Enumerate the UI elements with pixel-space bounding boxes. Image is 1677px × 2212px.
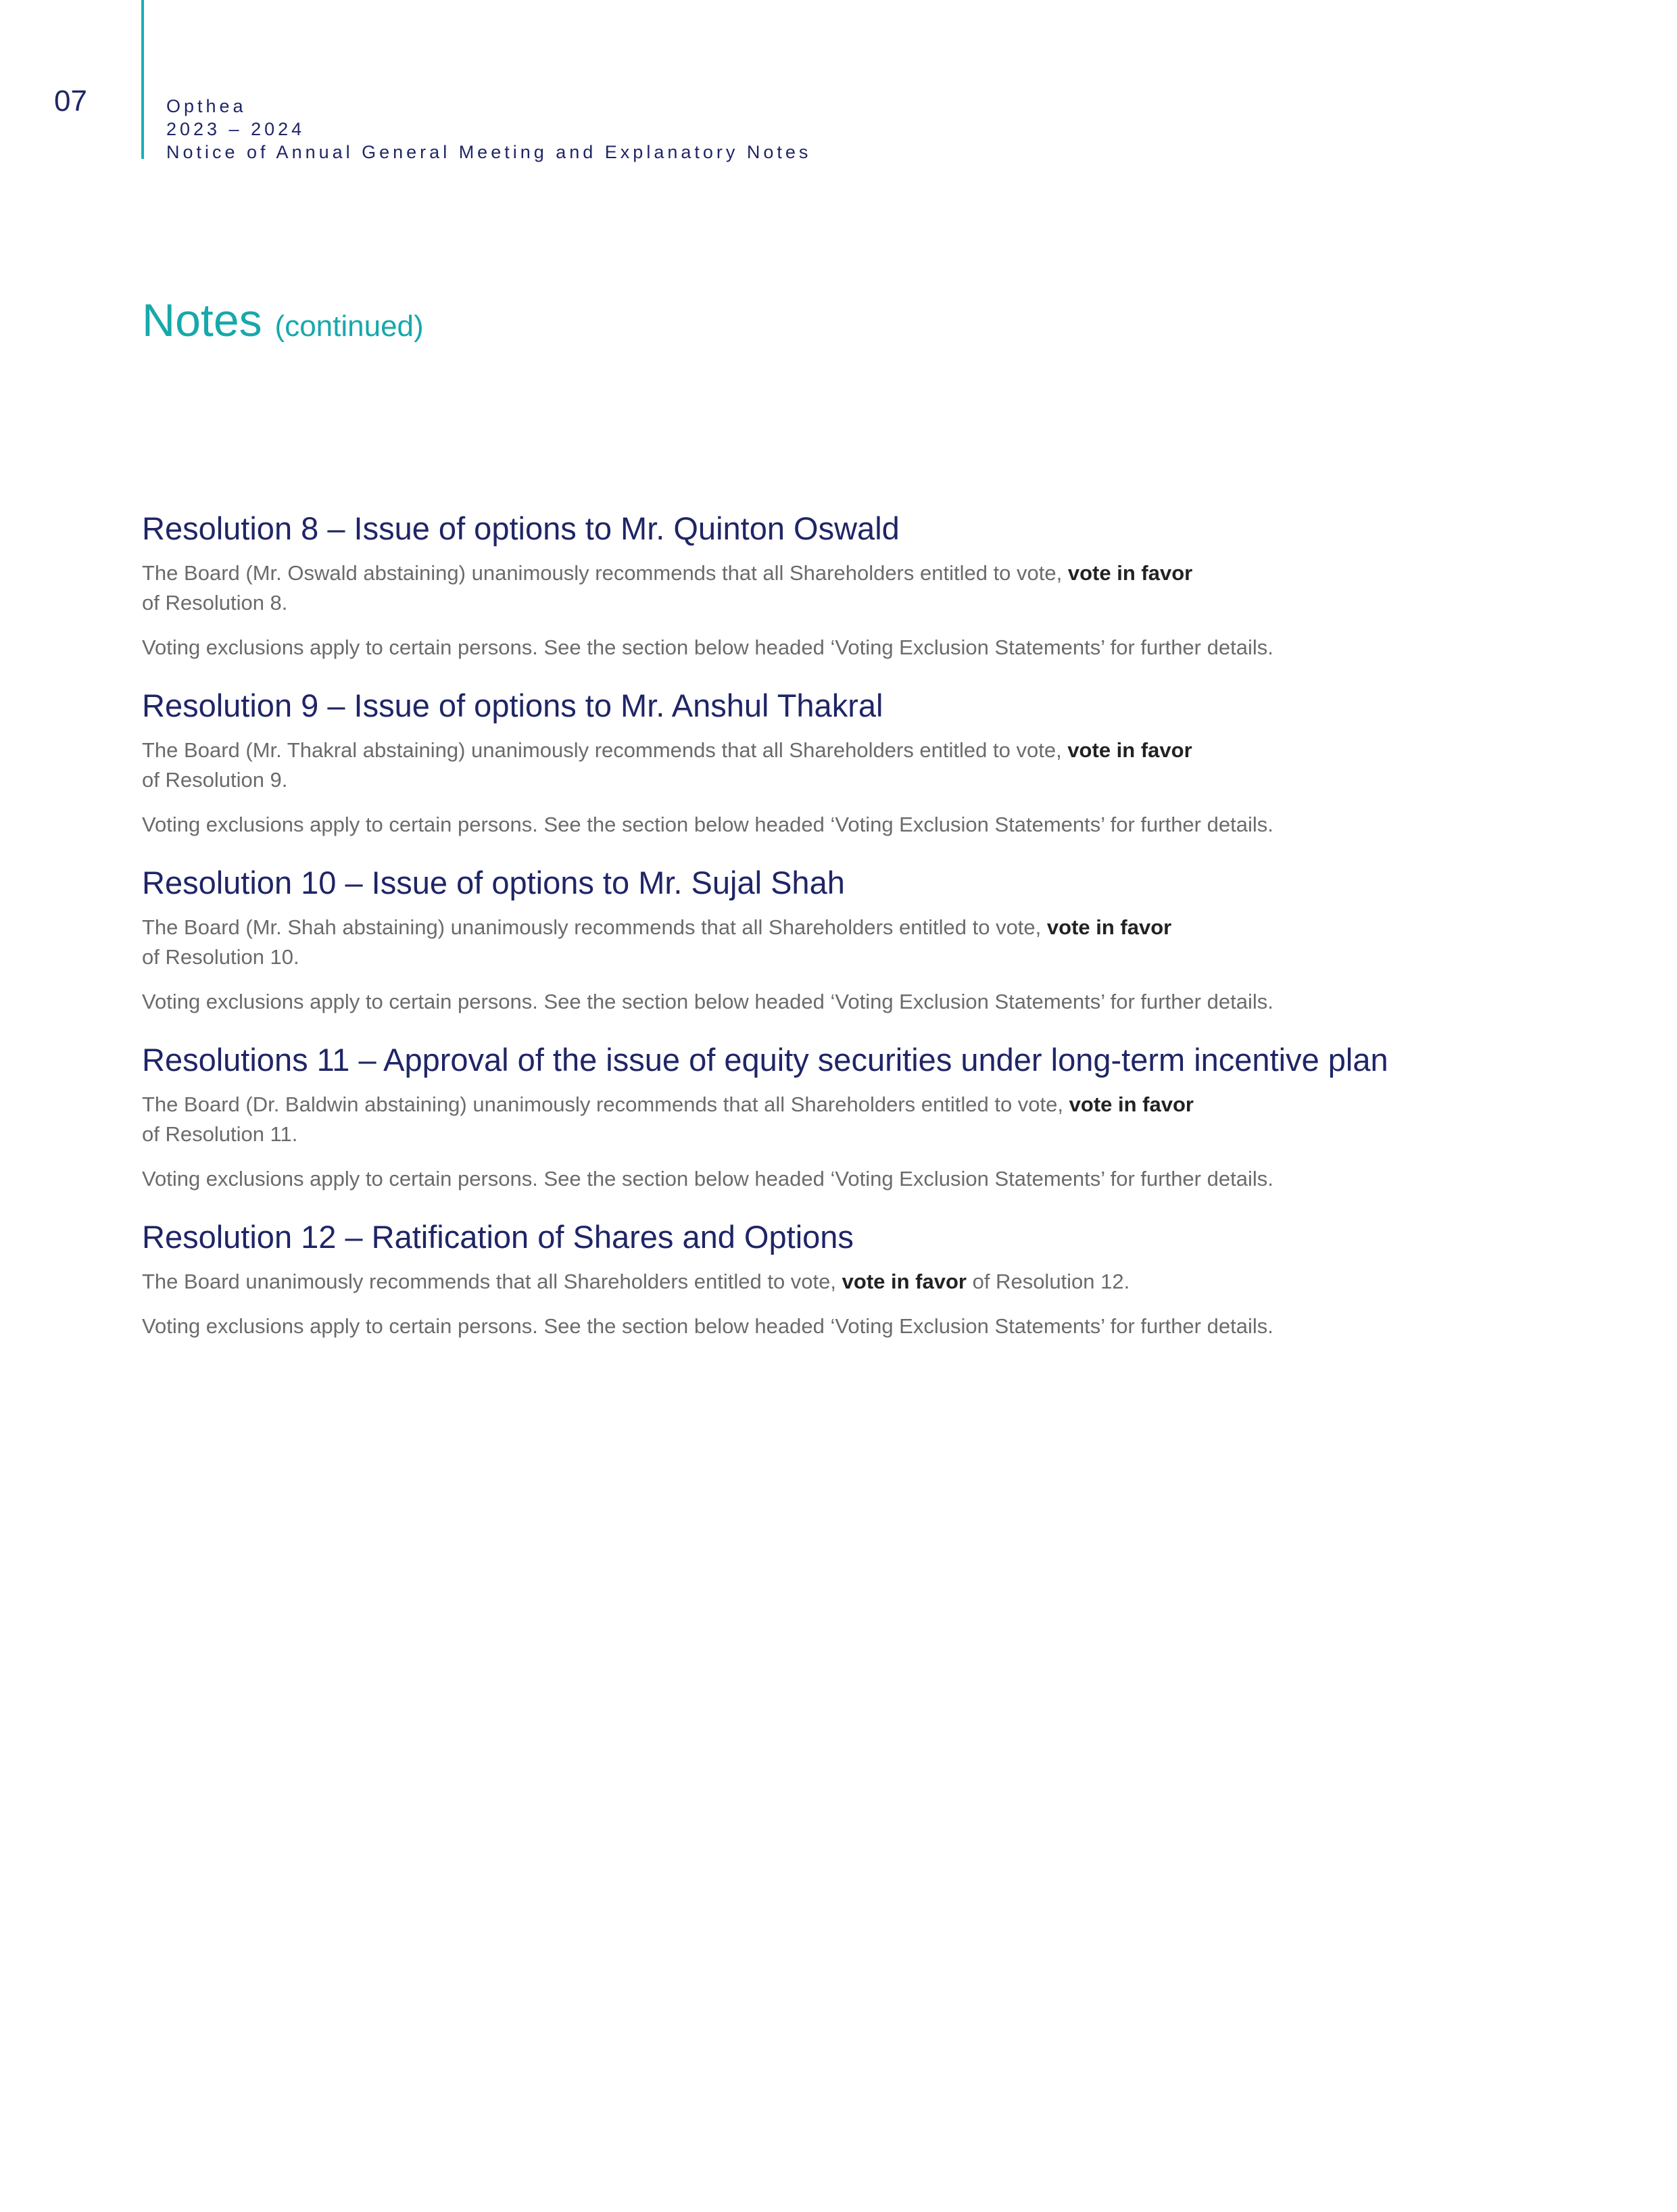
resolution-section xyxy=(142,508,1588,663)
recommendation-text: The Board (Dr. Baldwin abstaining) unanimously recommends that all Shareholders entitled to vote, xyxy=(142,1092,1064,1116)
resolution-section xyxy=(142,863,1588,1017)
voting-exclusion-note: Voting exclusions apply to certain persons. See the section below headed ‘Voting Exclusion Statements’ for further details. xyxy=(142,635,1273,659)
board-recommendation xyxy=(142,1267,1588,1297)
voting-exclusion-note: Voting exclusions apply to certain persons. See the section below headed ‘Voting Exclusion Statements’ for further details. xyxy=(142,990,1273,1013)
recommendation-resolution-ref: of Resolution 11. xyxy=(142,1122,298,1146)
report-years: 2023 – 2024 xyxy=(166,119,306,139)
recommendation-resolution-ref: of Resolution 8. xyxy=(142,591,288,615)
vote-in-favor-text: vote in favor xyxy=(842,1270,967,1293)
resolutions-content xyxy=(142,508,1588,1364)
vote-in-favor-text: vote in favor xyxy=(1046,915,1172,939)
vote-in-favor-text: vote in favor xyxy=(1069,1092,1194,1116)
recommendation-resolution-ref: of Resolution 10. xyxy=(142,945,299,969)
recommendation-text: The Board (Mr. Thakral abstaining) unanimously recommends that all Shareholders entitled to vote, xyxy=(142,738,1062,762)
voting-exclusion-note: Voting exclusions apply to certain persons. See the section below headed ‘Voting Exclusion Statements’ for further details. xyxy=(142,1314,1273,1338)
resolution-heading: Resolution 12 – Ratification of Shares and Options xyxy=(142,1219,854,1255)
header-divider-line xyxy=(141,0,144,159)
recommendation-text: The Board (Mr. Shah abstaining) unanimously recommends that all Shareholders entitled to vote, xyxy=(142,915,1042,939)
recommendation-resolution-ref: of Resolution 9. xyxy=(142,768,288,792)
page-title xyxy=(142,295,424,346)
document-title: Notice of Annual General Meeting and Explanatory Notes xyxy=(166,142,812,162)
recommendation-resolution-ref: of Resolution 12. xyxy=(972,1270,1130,1293)
recommendation-text: The Board unanimously recommends that all Shareholders entitled to vote, xyxy=(142,1270,837,1293)
running-header xyxy=(166,95,811,164)
recommendation-text: The Board (Mr. Oswald abstaining) unanimously recommends that all Shareholders entitled to vote, xyxy=(142,561,1063,585)
company-name: Opthea xyxy=(166,96,247,116)
board-recommendation xyxy=(142,736,1588,795)
resolution-section xyxy=(142,1217,1588,1341)
resolution-heading: Resolution 9 – Issue of options to Mr. Anshul Thakral xyxy=(142,688,883,723)
resolution-heading: Resolution 10 – Issue of options to Mr. Sujal Shah xyxy=(142,865,845,900)
resolution-section xyxy=(142,1040,1588,1194)
voting-exclusion-note: Voting exclusions apply to certain persons. See the section below headed ‘Voting Exclusion Statements’ for further details. xyxy=(142,1167,1273,1191)
resolution-section xyxy=(142,686,1588,840)
resolution-heading: Resolution 8 – Issue of options to Mr. Quinton Oswald xyxy=(142,510,900,546)
voting-exclusion-note: Voting exclusions apply to certain persons. See the section below headed ‘Voting Exclusion Statements’ for further details. xyxy=(142,813,1273,836)
board-recommendation xyxy=(142,558,1588,618)
resolution-heading: Resolutions 11 – Approval of the issue of equity securities under long-term incentive plan xyxy=(142,1042,1388,1078)
page-number: 07 xyxy=(54,85,87,118)
page-title-suffix: (continued) xyxy=(274,310,424,343)
board-recommendation xyxy=(142,1090,1588,1149)
vote-in-favor-text: vote in favor xyxy=(1067,738,1192,762)
vote-in-favor-text: vote in favor xyxy=(1067,561,1193,585)
board-recommendation xyxy=(142,913,1588,972)
page-title-main: Notes xyxy=(142,295,262,346)
